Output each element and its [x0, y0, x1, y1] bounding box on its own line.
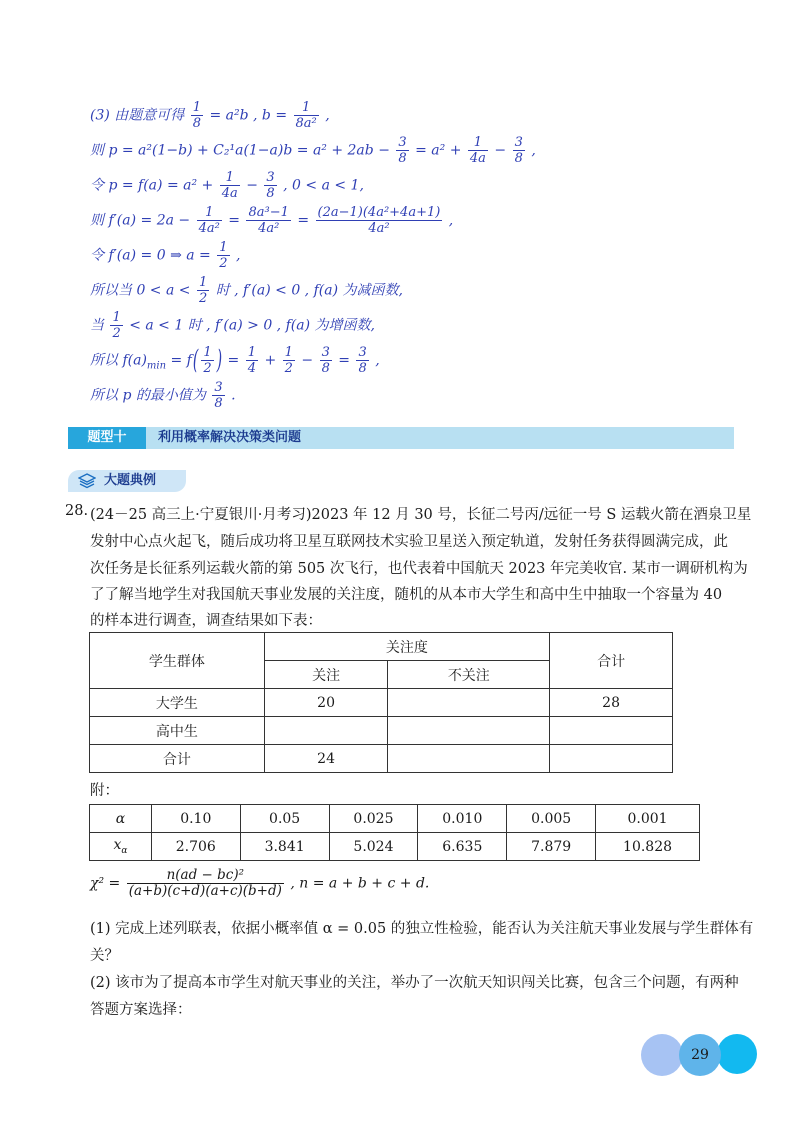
critical-value-table	[89, 804, 700, 861]
question-1-cont: 关？	[90, 948, 119, 964]
table-row	[90, 745, 673, 773]
subscript: min	[146, 360, 167, 372]
fraction	[396, 135, 408, 166]
cell-total: 28	[550, 689, 673, 717]
text: < a < 1 时 , f′(a) > 0 , f(a) 为增函数,	[129, 317, 375, 334]
numerator: 1	[192, 100, 202, 115]
header-yes: 关注	[264, 661, 388, 689]
cell-total	[550, 745, 673, 773]
text: ,	[325, 107, 330, 124]
text: −	[301, 352, 314, 369]
x-subscript: α	[121, 845, 128, 856]
numerator: 8a³−1	[248, 205, 289, 220]
contingency-table	[89, 632, 673, 773]
page-number: 29	[691, 1047, 709, 1063]
numerator: n(ad − bc)²	[127, 868, 284, 884]
table-row	[90, 689, 673, 717]
problem-number: 28.	[65, 503, 89, 519]
text: 当	[90, 317, 104, 334]
text: , 0 < a < 1,	[283, 177, 364, 194]
fraction	[220, 170, 240, 201]
decor-circle	[641, 1034, 683, 1076]
alpha-value: 0.025	[329, 805, 418, 833]
x-value: 10.828	[596, 833, 700, 861]
section-badge	[68, 470, 186, 492]
numerator: 3	[358, 345, 367, 360]
cell-yes: 24	[264, 745, 388, 773]
text: ,	[375, 352, 380, 369]
fraction	[294, 100, 319, 131]
denominator: 8	[214, 396, 223, 411]
alpha-value: 0.010	[418, 805, 507, 833]
numerator: 3	[398, 135, 407, 150]
denominator: 4a²	[368, 221, 390, 236]
denominator: 8	[358, 361, 367, 376]
problem-line: 次任务是长征系列运载火箭的第 505 次飞行，也代表着中国航天 2023 年完美收官. 某市一调研机构为	[90, 561, 748, 577]
fraction	[197, 275, 209, 306]
numerator: 1	[468, 135, 488, 151]
text: =	[338, 352, 351, 369]
text: −	[494, 142, 507, 159]
header-group: 学生群体	[90, 633, 265, 689]
paren: (	[192, 345, 199, 376]
fraction	[197, 205, 222, 236]
text: ,	[235, 247, 241, 264]
problem-line	[65, 503, 752, 524]
x-value: 5.024	[329, 833, 418, 861]
solution-line-p	[90, 135, 536, 166]
header-no: 不关注	[388, 661, 550, 689]
fraction	[468, 135, 488, 166]
fraction	[191, 100, 203, 131]
formula-rhs: , n = a + b + c + d.	[290, 875, 430, 892]
text: 则 f′(a) = 2a −	[90, 212, 191, 229]
x-value: 3.841	[240, 833, 329, 861]
denominator: 2	[219, 256, 228, 271]
problem-line: 了了解当地学生对我国航天事业发展的关注度，随机的从本市大学生和高中生中抽取一个容量为 40	[90, 587, 723, 603]
denominator: 4a	[221, 186, 238, 201]
fraction	[513, 135, 525, 166]
denominator: 4a	[469, 151, 486, 166]
text: +	[264, 352, 277, 369]
x-value: 2.706	[151, 833, 240, 861]
text: 时 , f′(a) < 0 , f(a) 为减函数,	[215, 282, 403, 299]
alpha-value: 0.001	[596, 805, 700, 833]
fraction	[246, 205, 290, 236]
fraction	[356, 345, 368, 376]
x-value: 7.879	[507, 833, 596, 861]
fraction	[212, 380, 224, 411]
cell-group: 合计	[90, 745, 265, 773]
denominator: 8	[398, 151, 407, 166]
denominator: (a+b)(c+d)(a+c)(b+d)	[128, 883, 282, 899]
fraction	[110, 310, 122, 341]
denominator: 8	[192, 116, 202, 131]
solution-line-fa	[90, 170, 364, 201]
fraction	[217, 240, 229, 271]
text: =	[227, 352, 240, 369]
fraction	[127, 868, 284, 899]
numerator: 1	[197, 205, 222, 221]
fraction	[283, 345, 295, 376]
cell-yes: 20	[264, 689, 388, 717]
fraction	[246, 345, 258, 376]
header-attention: 关注度	[264, 633, 549, 661]
topic-label: 题型十	[68, 427, 146, 449]
x-symbol: x	[113, 837, 122, 854]
chi-square-formula	[90, 868, 429, 899]
numerator: 1	[198, 275, 208, 290]
text: =	[297, 212, 310, 229]
appendix-label: 附：	[90, 783, 119, 799]
text: 令 f′(a) = 0 ⇒ a =	[90, 247, 211, 264]
cell-group: 大学生	[90, 689, 265, 717]
numerator: 1	[219, 240, 228, 255]
text: 令 p = f(a) = a² +	[90, 177, 214, 194]
numerator: 1	[284, 345, 293, 360]
solution-line-increasing	[90, 310, 375, 341]
denominator: 4	[247, 361, 256, 376]
question-2-cont: 答题方案选择：	[90, 1002, 192, 1018]
cell-no	[388, 745, 550, 773]
denominator: 2	[284, 361, 293, 376]
numerator: 1	[203, 345, 212, 360]
numerator: 3	[214, 380, 223, 395]
alpha-value: 0.05	[240, 805, 329, 833]
text: 所以 f(a)	[90, 352, 147, 369]
numerator: 3	[321, 345, 330, 360]
formula-lhs: χ² =	[90, 875, 121, 892]
question-2: (2) 该市为了提高本市学生对航天事业的关注，举办了一次航天知识闯关比赛，包含三个问题，有两种	[90, 975, 739, 991]
problem-line: 发射中心点火起飞，随后成功将卫星互联网技术实验卫星送入预定轨道，发射任务获得圆满完成，此	[90, 534, 728, 550]
numerator: 3	[266, 170, 275, 185]
topic-bar	[68, 427, 734, 449]
denominator: 8	[266, 186, 275, 201]
denominator: 8	[321, 361, 330, 376]
stacked-layers-icon	[78, 473, 96, 489]
alpha-value: 0.005	[507, 805, 596, 833]
question-1: (1) 完成上述列联表，依据小概率值 α = 0.05 的独立性检验，能否认为关注航天事业发展与学生群体有	[90, 921, 754, 937]
x-value: 6.635	[418, 833, 507, 861]
text: 所以当 0 < a <	[90, 282, 191, 299]
solution-line-answer	[90, 380, 236, 411]
x-label	[90, 833, 152, 861]
text: =	[228, 212, 241, 229]
solution-line-derivative	[90, 205, 453, 236]
badge-text: 大题典例	[104, 473, 157, 488]
solution-line-min	[90, 345, 380, 376]
text: .	[231, 387, 236, 404]
text: = f	[170, 352, 192, 369]
numerator: 1	[294, 100, 319, 116]
fraction	[320, 345, 332, 376]
cell-no	[388, 689, 550, 717]
denominator: 4a²	[258, 221, 280, 236]
solution-line-decreasing	[90, 275, 403, 306]
cell-yes	[264, 717, 388, 745]
table-row	[90, 833, 700, 861]
text: ,	[531, 142, 536, 159]
text: 所以 p 的最小值为	[90, 387, 206, 404]
numerator: (2a−1)(4a²+4a+1)	[317, 205, 441, 220]
cell-no	[388, 717, 550, 745]
denominator: 2	[203, 361, 212, 376]
numerator: 1	[247, 345, 256, 360]
table-row	[90, 717, 673, 745]
text: ,	[448, 212, 454, 229]
decor-circle	[717, 1034, 757, 1074]
numerator: 3	[514, 135, 523, 150]
text: = a² +	[415, 142, 462, 159]
table-row	[90, 805, 700, 833]
fraction	[264, 170, 276, 201]
text: = a²b , b =	[209, 107, 288, 124]
page-number-badge	[641, 1034, 757, 1076]
denominator: 2	[112, 326, 121, 341]
denominator: 8	[514, 151, 523, 166]
denominator: 4a²	[198, 221, 220, 236]
header-total: 合计	[550, 633, 673, 689]
cell-total	[550, 717, 673, 745]
cell-group: 高中生	[90, 717, 265, 745]
alpha-value: 0.10	[151, 805, 240, 833]
paren: )	[216, 345, 223, 376]
problem-text: (24－25 高三上·宁夏银川·月考习)2023 年 12 月 30 号，长征二号丙/远征一号 S 运载火箭在酒泉卫星	[90, 507, 752, 523]
topic-title: 利用概率解决决策类问题	[158, 430, 302, 445]
text: (3) 由题意可得	[90, 107, 185, 124]
solution-line-part3	[90, 100, 330, 131]
problem-line: 的样本进行调查，调查结果如下表：	[90, 613, 322, 629]
denominator: 2	[198, 291, 208, 306]
text: 则 p = a²(1−b) + C₂¹a(1−a)b = a² + 2ab −	[90, 142, 390, 159]
text: −	[246, 177, 258, 194]
fraction	[316, 205, 443, 236]
fraction	[201, 345, 213, 376]
numerator: 1	[112, 310, 121, 325]
denominator: 8a²	[295, 116, 317, 131]
alpha-label: α	[90, 805, 152, 833]
solution-line-critical	[90, 240, 240, 271]
numerator: 1	[220, 170, 240, 186]
